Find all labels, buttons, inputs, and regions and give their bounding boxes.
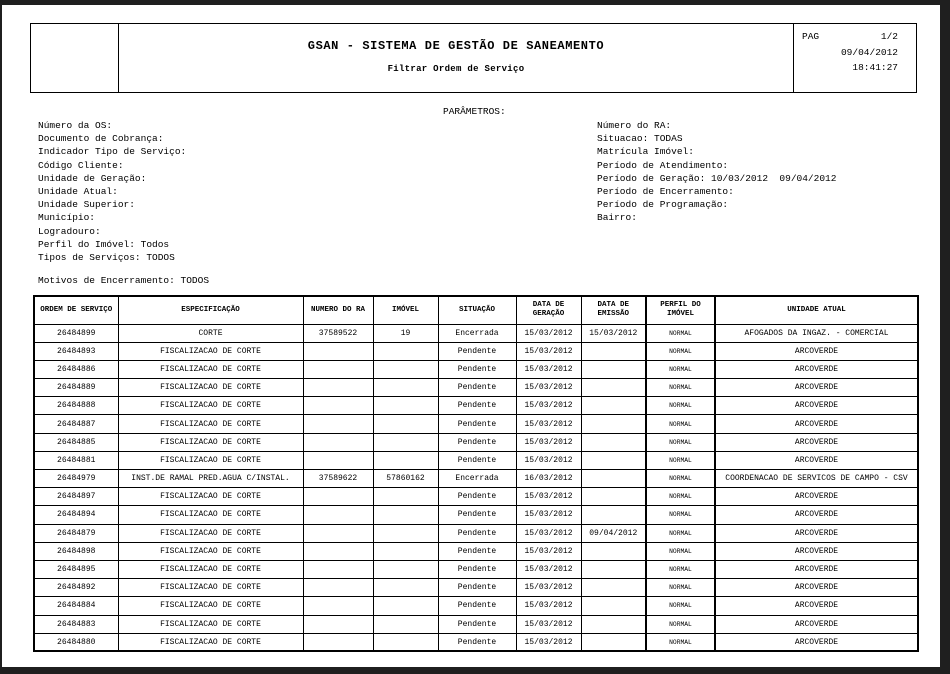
report-subtitle: Filtrar Ordem de Serviço <box>387 64 525 74</box>
table-cell: 16/03/2012 <box>516 470 581 488</box>
logo-placeholder <box>31 24 119 92</box>
table-cell: ARCOVERDE <box>715 542 918 560</box>
table-cell: 26484879 <box>34 524 118 542</box>
table-cell <box>303 397 373 415</box>
column-header: PERFIL DO IMÓVEL <box>646 296 715 324</box>
table-cell <box>373 524 438 542</box>
table-cell: ARCOVERDE <box>715 488 918 506</box>
page-number: 1/2 <box>880 31 898 42</box>
table-row <box>34 633 918 651</box>
table-cell: Pendente <box>438 379 516 397</box>
table-cell: CORTE <box>118 324 303 342</box>
parameter-line: Número do RA: <box>597 120 672 131</box>
table-row <box>34 451 918 469</box>
table-cell: NORMAL <box>646 470 715 488</box>
table-cell <box>581 397 646 415</box>
table-cell: 15/03/2012 <box>581 324 646 342</box>
table-cell <box>581 615 646 633</box>
table-cell: 26484979 <box>34 470 118 488</box>
table-cell <box>373 542 438 560</box>
table-cell: Pendente <box>438 360 516 378</box>
table-cell: 15/03/2012 <box>516 397 581 415</box>
table-cell: NORMAL <box>646 560 715 578</box>
table-cell: NORMAL <box>646 342 715 360</box>
table-cell: 26484892 <box>34 579 118 597</box>
table-cell: NORMAL <box>646 615 715 633</box>
table-cell <box>303 506 373 524</box>
table-cell: FISCALIZACAO DE CORTE <box>118 524 303 542</box>
table-cell: NORMAL <box>646 524 715 542</box>
table-row <box>34 470 918 488</box>
table-cell: 26484899 <box>34 324 118 342</box>
table-cell: FISCALIZACAO DE CORTE <box>118 615 303 633</box>
table-cell <box>373 360 438 378</box>
table-cell: NORMAL <box>646 324 715 342</box>
table-cell: 15/03/2012 <box>516 451 581 469</box>
report-time: 18:41:27 <box>852 62 898 73</box>
table-cell <box>373 633 438 651</box>
parameters-left-column <box>38 119 186 264</box>
table-cell: FISCALIZACAO DE CORTE <box>118 579 303 597</box>
parameter-line: Bairro: <box>597 212 637 224</box>
parameter-line: Matrícula Imóvel: <box>597 146 694 158</box>
table-cell: Pendente <box>438 506 516 524</box>
table-cell <box>581 415 646 433</box>
service-orders-table <box>33 295 919 652</box>
table-cell: NORMAL <box>646 433 715 451</box>
table-cell <box>303 342 373 360</box>
table-cell <box>373 342 438 360</box>
table-cell: ARCOVERDE <box>715 506 918 524</box>
table-cell: NORMAL <box>646 542 715 560</box>
table-cell: Pendente <box>438 488 516 506</box>
parameter-line: Indicador Tipo de Serviço: <box>38 146 187 158</box>
parameter-line: Logradouro: <box>38 225 101 237</box>
parameters-section-title: PARÂMETROS: <box>443 106 506 117</box>
table-cell <box>581 579 646 597</box>
table-header-row <box>34 296 918 324</box>
table-cell: 15/03/2012 <box>516 360 581 378</box>
table-cell: NORMAL <box>646 597 715 615</box>
table-cell: 15/03/2012 <box>516 324 581 342</box>
table-cell: 26484893 <box>34 342 118 360</box>
table-cell: 15/03/2012 <box>516 506 581 524</box>
table-cell: ARCOVERDE <box>715 615 918 633</box>
table-cell: Pendente <box>438 579 516 597</box>
table-cell: Encerrada <box>438 470 516 488</box>
table-cell: 26484898 <box>34 542 118 560</box>
table-cell: Pendente <box>438 542 516 560</box>
table-cell: NORMAL <box>646 488 715 506</box>
table-cell: Pendente <box>438 342 516 360</box>
table-cell <box>303 560 373 578</box>
table-cell: FISCALIZACAO DE CORTE <box>118 360 303 378</box>
table-row <box>34 342 918 360</box>
table-cell: FISCALIZACAO DE CORTE <box>118 488 303 506</box>
table-cell <box>373 506 438 524</box>
table-cell: Pendente <box>438 633 516 651</box>
table-cell: Pendente <box>438 433 516 451</box>
table-cell: 26484884 <box>34 597 118 615</box>
column-header: NUMERO DO RA <box>303 296 373 324</box>
table-cell: NORMAL <box>646 379 715 397</box>
table-cell <box>373 397 438 415</box>
table-row <box>34 542 918 560</box>
column-header: UNIDADE ATUAL <box>715 296 918 324</box>
table-cell <box>303 615 373 633</box>
table-cell: Pendente <box>438 524 516 542</box>
table-cell <box>581 470 646 488</box>
table-cell: 57860162 <box>373 470 438 488</box>
table-cell <box>373 560 438 578</box>
table-cell <box>303 524 373 542</box>
table-cell: Encerrada <box>438 324 516 342</box>
table-cell <box>581 342 646 360</box>
table-cell: 15/03/2012 <box>516 488 581 506</box>
table-row <box>34 615 918 633</box>
table-cell: 15/03/2012 <box>516 415 581 433</box>
table-cell <box>303 597 373 615</box>
table-cell: NORMAL <box>646 397 715 415</box>
table-cell <box>581 379 646 397</box>
table-cell: ARCOVERDE <box>715 342 918 360</box>
table-cell: AFOGADOS DA INGAZ. - COMERCIAL <box>715 324 918 342</box>
table-cell: 26484881 <box>34 451 118 469</box>
table-cell: 15/03/2012 <box>516 524 581 542</box>
table-cell: ARCOVERDE <box>715 451 918 469</box>
table-cell: FISCALIZACAO DE CORTE <box>118 379 303 397</box>
report-header <box>30 23 917 93</box>
report-date: 09/04/2012 <box>840 46 898 58</box>
report-title-block <box>119 24 793 92</box>
table-cell <box>303 360 373 378</box>
table-row <box>34 506 918 524</box>
table-cell: NORMAL <box>646 360 715 378</box>
table-row <box>34 433 918 451</box>
parameter-line: Perfil do Imóvel: Todos <box>38 238 170 250</box>
table-cell: 26484880 <box>34 633 118 651</box>
table-cell <box>303 451 373 469</box>
parameter-line: Período de Geração: 10/03/2012 09/04/2012 <box>597 172 837 184</box>
parameter-line: Município: <box>38 212 96 224</box>
table-cell: 26484887 <box>34 415 118 433</box>
report-title: GSAN - SISTEMA DE GESTÃO DE SANEAMENTO <box>307 39 605 53</box>
table-cell: 37589522 <box>303 324 373 342</box>
page-number-line <box>794 29 916 45</box>
column-header: IMÓVEL <box>373 296 438 324</box>
parameter-motivos-encerramento: Motivos de Encerramento: TODOS <box>38 275 210 286</box>
table-cell: 26484895 <box>34 560 118 578</box>
table-cell: 37589622 <box>303 470 373 488</box>
table-cell: NORMAL <box>646 579 715 597</box>
table-cell <box>373 488 438 506</box>
table-cell: 26484885 <box>34 433 118 451</box>
column-header: DATA DE EMISSÃO <box>581 296 646 324</box>
table-cell: COORDENACAO DE SERVICOS DE CAMPO - CSV <box>715 470 918 488</box>
table-row <box>34 524 918 542</box>
table-cell: ARCOVERDE <box>715 360 918 378</box>
table-cell <box>303 433 373 451</box>
table-row <box>34 360 918 378</box>
table-cell <box>373 415 438 433</box>
table-cell: FISCALIZACAO DE CORTE <box>118 560 303 578</box>
table-cell: 26484894 <box>34 506 118 524</box>
parameter-line: Período de Programação: <box>597 199 729 211</box>
table-cell: 26484897 <box>34 488 118 506</box>
table-cell: ARCOVERDE <box>715 379 918 397</box>
table-cell <box>581 542 646 560</box>
table-cell: FISCALIZACAO DE CORTE <box>118 506 303 524</box>
table-cell: Pendente <box>438 415 516 433</box>
pag-label: PAG <box>802 31 820 42</box>
table-cell: 19 <box>373 324 438 342</box>
table-cell: Pendente <box>438 597 516 615</box>
table-cell <box>373 379 438 397</box>
table-cell: 09/04/2012 <box>581 524 646 542</box>
table-row <box>34 379 918 397</box>
column-header: ORDEM DE SERVIÇO <box>34 296 118 324</box>
table-cell <box>581 433 646 451</box>
table-cell: 15/03/2012 <box>516 615 581 633</box>
parameters-right-column <box>597 119 836 225</box>
table-cell: 15/03/2012 <box>516 433 581 451</box>
table-cell: ARCOVERDE <box>715 433 918 451</box>
table-cell <box>303 579 373 597</box>
table-row <box>34 397 918 415</box>
table-body <box>34 324 918 651</box>
page-info-block <box>793 24 916 92</box>
table-cell <box>581 360 646 378</box>
table-cell <box>581 488 646 506</box>
parameter-line: Unidade de Geração: <box>38 172 147 184</box>
table-cell: ARCOVERDE <box>715 633 918 651</box>
table-cell: 26484888 <box>34 397 118 415</box>
table-cell: Pendente <box>438 451 516 469</box>
table-cell: Pendente <box>438 397 516 415</box>
table-cell: ARCOVERDE <box>715 560 918 578</box>
table-cell: 15/03/2012 <box>516 560 581 578</box>
column-header: ESPECIFICAÇÃO <box>118 296 303 324</box>
parameter-line: Situacao: TODAS <box>597 133 683 145</box>
table-row <box>34 579 918 597</box>
table-cell <box>373 597 438 615</box>
table-cell: 15/03/2012 <box>516 542 581 560</box>
table-cell: FISCALIZACAO DE CORTE <box>118 397 303 415</box>
column-header: DATA DE GERAÇÃO <box>516 296 581 324</box>
parameter-line: Documento de Cobrança: <box>38 133 164 145</box>
table-row <box>34 488 918 506</box>
table-cell: 15/03/2012 <box>516 597 581 615</box>
table-cell: INST.DE RAMAL PRED.AGUA C/INSTAL. <box>118 470 303 488</box>
table-cell: 26484886 <box>34 360 118 378</box>
table-cell: FISCALIZACAO DE CORTE <box>118 433 303 451</box>
table-cell: 26484883 <box>34 615 118 633</box>
table-cell: 15/03/2012 <box>516 633 581 651</box>
table-row <box>34 560 918 578</box>
table-cell <box>581 451 646 469</box>
table-row <box>34 415 918 433</box>
table-cell <box>303 415 373 433</box>
table-cell <box>373 433 438 451</box>
table-cell: Pendente <box>438 560 516 578</box>
table-cell <box>303 542 373 560</box>
parameter-line: Unidade Superior: <box>38 199 135 211</box>
table-cell <box>373 615 438 633</box>
table-cell: Pendente <box>438 615 516 633</box>
table-cell: ARCOVERDE <box>715 415 918 433</box>
column-header: SITUAÇÃO <box>438 296 516 324</box>
table-cell: 15/03/2012 <box>516 379 581 397</box>
parameter-line: Período de Encerramento: <box>597 186 734 198</box>
table-row <box>34 597 918 615</box>
table-cell <box>303 379 373 397</box>
parameter-line: Número da OS: <box>38 120 113 131</box>
table-cell: FISCALIZACAO DE CORTE <box>118 633 303 651</box>
table-cell: FISCALIZACAO DE CORTE <box>118 342 303 360</box>
table-cell: NORMAL <box>646 415 715 433</box>
table-cell <box>303 488 373 506</box>
table-cell <box>581 506 646 524</box>
parameter-line: Unidade Atual: <box>38 186 118 198</box>
parameter-line: Período de Atendimento: <box>597 159 729 171</box>
table-cell <box>373 451 438 469</box>
table-cell: NORMAL <box>646 633 715 651</box>
parameter-line: Tipos de Serviços: TODOS <box>38 252 175 264</box>
table-cell <box>581 633 646 651</box>
table-cell: FISCALIZACAO DE CORTE <box>118 415 303 433</box>
table-cell: FISCALIZACAO DE CORTE <box>118 597 303 615</box>
table-cell: FISCALIZACAO DE CORTE <box>118 542 303 560</box>
table-cell <box>303 633 373 651</box>
table-cell <box>581 597 646 615</box>
table-cell: 15/03/2012 <box>516 579 581 597</box>
table-cell <box>581 560 646 578</box>
parameter-line: Código Cliente: <box>38 159 124 171</box>
table-cell: 26484889 <box>34 379 118 397</box>
table-cell: 15/03/2012 <box>516 342 581 360</box>
table-cell <box>373 579 438 597</box>
table-cell: NORMAL <box>646 506 715 524</box>
table-row <box>34 324 918 342</box>
table-cell: NORMAL <box>646 451 715 469</box>
table-cell: ARCOVERDE <box>715 397 918 415</box>
table-cell: FISCALIZACAO DE CORTE <box>118 451 303 469</box>
table-cell: ARCOVERDE <box>715 597 918 615</box>
table-cell: ARCOVERDE <box>715 524 918 542</box>
table-cell: ARCOVERDE <box>715 579 918 597</box>
